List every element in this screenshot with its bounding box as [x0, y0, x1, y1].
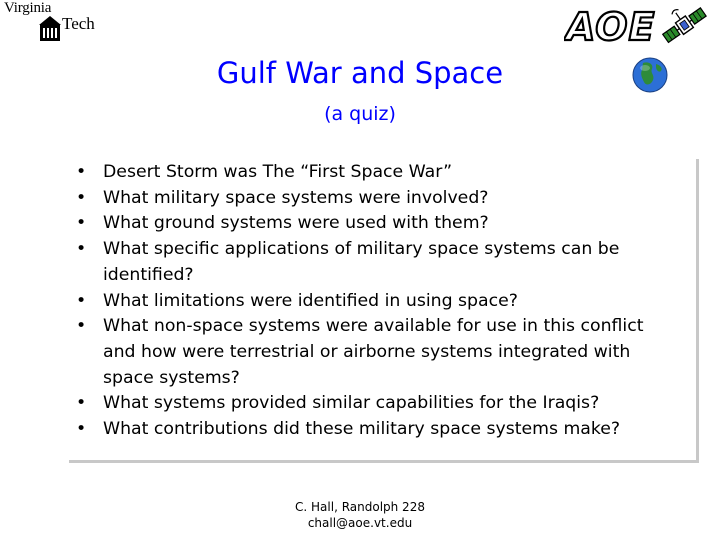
bullet-icon: • [76, 239, 87, 260]
list-item [76, 314, 696, 340]
page-title [0, 56, 720, 90]
bullet-icon: • [76, 316, 87, 337]
list-item [76, 211, 696, 237]
list-item [76, 160, 696, 186]
virginia-tech-logo [2, 0, 112, 44]
footer-author: C. Hall, Randolph 228 [295, 500, 425, 514]
bullet-icon: • [76, 213, 87, 234]
satellite-icon [660, 2, 710, 48]
bullet-icon: • [76, 162, 87, 182]
list-item-text: What systems provided similar capabilities for the Iraqis? [103, 393, 600, 414]
page-title-text: Gulf War and Space [216, 56, 504, 90]
list-item [76, 391, 696, 417]
footer [0, 499, 720, 531]
list-item-text: What non-space systems were available for use in this conflict [103, 316, 644, 337]
list-item [76, 186, 696, 212]
bullet-icon: • [76, 393, 87, 414]
list-item [76, 417, 696, 443]
list-item-continuation [76, 340, 696, 366]
list-item-text: What military space systems were involved? [103, 187, 489, 208]
list-item-continuation [76, 263, 696, 289]
bullet-icon: • [76, 187, 87, 208]
list-item-text: What contributions did these military space systems make? [103, 419, 621, 440]
list-item-text: What limitations were identified in using space? [103, 290, 518, 311]
list-item-text: space systems? [103, 367, 240, 388]
list-item [76, 289, 696, 315]
list-item-text: Desert Storm was The “First Space War” [103, 162, 453, 182]
vt-building-icon [39, 16, 61, 42]
vt-logo-text-top: Virginia [4, 0, 52, 16]
vt-logo-text-bottom: Tech [62, 14, 95, 33]
page-subtitle: (a quiz) [324, 103, 396, 125]
bullet-list [76, 160, 696, 443]
footer-email: chall@aoe.vt.edu [307, 516, 413, 530]
aoe-logo-text: AOE [566, 5, 656, 46]
list-item-text: What ground systems were used with them? [103, 213, 489, 234]
list-item-text: What specific applications of military space systems can be [103, 239, 620, 260]
list-item-text: and how were terrestrial or airborne systems integrated with [103, 341, 631, 362]
bullet-icon: • [76, 290, 87, 311]
bullet-icon: • [76, 419, 87, 440]
list-item [76, 237, 696, 263]
aoe-logo-icon [564, 4, 656, 46]
list-item-continuation [76, 366, 696, 392]
list-item-text: identified? [103, 264, 194, 285]
